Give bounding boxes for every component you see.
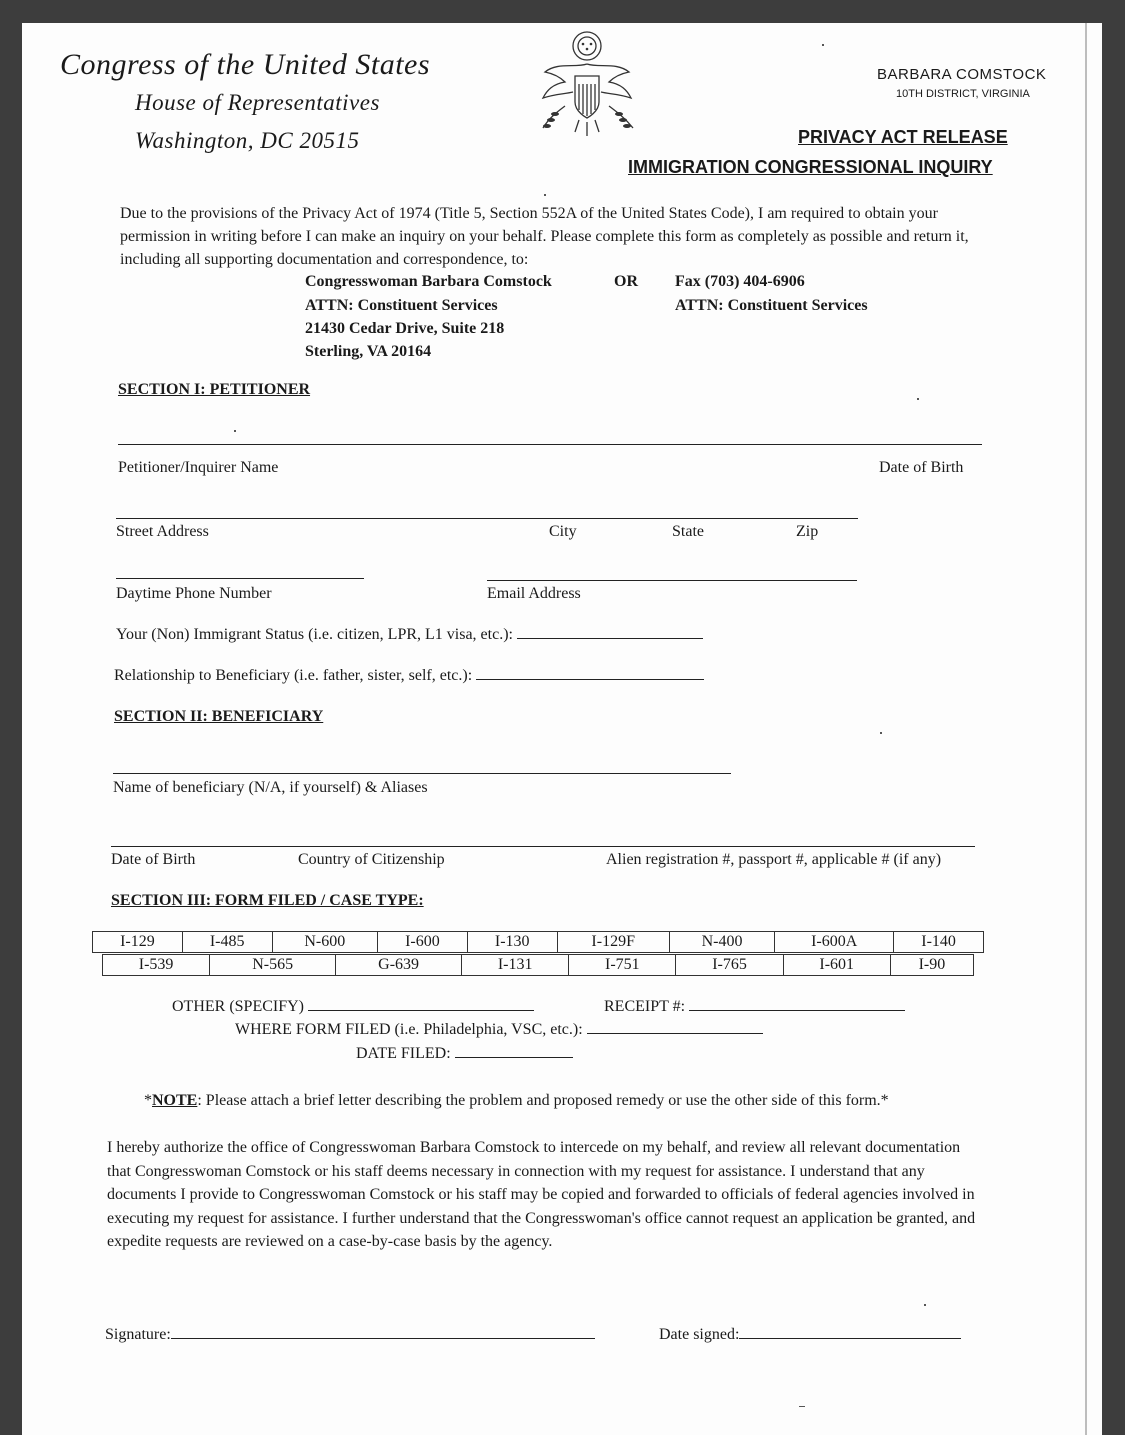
note-keyword: NOTE [152,1092,198,1109]
page-edge [1085,23,1087,1435]
scan-speck [234,430,236,432]
beneficiary-name-field[interactable] [113,773,731,774]
form-type-cell[interactable]: I-129F [557,932,669,953]
form-title-line2: IMMIGRATION CONGRESSIONAL INQUIRY [628,157,993,177]
form-type-cell[interactable]: I-90 [890,955,973,976]
form-type-cell[interactable]: I-485 [182,932,272,953]
letterhead-house: House of Representatives [135,90,380,115]
eagle-seal-icon [535,28,640,140]
signature-row [105,1326,595,1344]
state-label: State [672,523,704,540]
other-specify-field[interactable] [308,1010,534,1011]
form-type-row-2 [102,954,974,976]
form-type-cell[interactable]: I-751 [569,955,676,976]
immigrant-status-row [116,626,703,644]
phone-label: Daytime Phone Number [116,585,272,602]
address-field[interactable] [116,518,858,519]
petitioner-name-field[interactable] [118,444,982,445]
immigrant-status-label: Your (Non) Immigrant Status (i.e. citizen, LPR, L1 visa, etc.): [116,626,517,643]
alien-registration-label: Alien registration #, passport #, applicable # (if any) [606,851,942,868]
form-title-line1: PRIVACY ACT RELEASE [798,127,1008,147]
form-type-cell[interactable]: I-130 [467,932,557,953]
scan-speck [544,194,546,196]
address-line1: Congresswoman Barbara Comstock [305,273,552,290]
date-filed-field[interactable] [455,1057,573,1058]
where-filed-row [235,1021,763,1039]
section-1-heading: SECTION I: PETITIONER [118,381,311,398]
letterhead-congress: Congress of the United States [60,48,431,81]
address-line4: Sterling, VA 20164 [305,343,432,360]
relationship-row [114,667,704,685]
where-filed-field[interactable] [587,1033,763,1034]
form-type-cell[interactable]: N-600 [272,932,377,953]
citizenship-label: Country of Citizenship [298,851,445,868]
authorization-paragraph: I hereby authorize the office of Congresswoman Barbara Comstock to intercede on my behalf, and review all relevant documentation that Congresswoman Comstock or his staff deems necessary in connection with my request for assistance. I understand that any documents I provide to Congresswoman Comstock or his staff may be copied and forwarded to officials of federal agencies involved in executing my request for assistance. I further understand that the Congresswoman's office cannot request an application be granted, and expedite requests are reviewed on a case-by-case basis by the agency. [107,1139,976,1250]
petitioner-dob-label: Date of Birth [879,459,964,476]
email-field[interactable] [487,580,857,581]
form-type-cell[interactable]: G-639 [336,955,462,976]
address-line3: 21430 Cedar Drive, Suite 218 [305,320,505,337]
city-label: City [549,523,577,540]
email-label: Email Address [487,585,581,602]
receipt-field[interactable] [689,1010,905,1011]
date-signed-field[interactable] [739,1338,961,1339]
member-district: 10TH DISTRICT, VIRGINIA [896,88,1030,100]
form-type-row-1 [92,931,984,953]
note-prefix: * [144,1092,152,1109]
beneficiary-name-label: Name of beneficiary (N/A, if yourself) & Aliases [113,779,428,796]
form-type-cell[interactable]: I-600 [378,932,468,953]
signature-label: Signature: [105,1326,171,1343]
receipt-row [604,998,905,1016]
beneficiary-details-field[interactable] [111,846,975,847]
member-name: BARBARA COMSTOCK [877,66,1047,83]
form-type-cell[interactable]: I-140 [894,932,984,953]
scan-speck [880,732,882,734]
scan-speck [924,1304,926,1306]
other-specify-label: OTHER (SPECIFY) [172,998,305,1015]
form-type-cell[interactable]: N-565 [210,955,336,976]
scan-speck [917,398,919,400]
form-type-cell[interactable]: I-129 [93,932,183,953]
address-line2: ATTN: Constituent Services [305,297,498,314]
form-type-cell[interactable]: I-600A [775,932,894,953]
fax-attn-line: ATTN: Constituent Services [675,297,868,314]
note-text: : Please attach a brief letter describing the problem and proposed remedy or use the other side of this form.* [197,1092,889,1109]
relationship-field[interactable] [476,679,704,680]
letterhead-city: Washington, DC 20515 [135,128,360,153]
signature-field[interactable] [171,1338,595,1339]
form-type-cell[interactable]: I-539 [103,955,210,976]
form-type-cell[interactable]: I-765 [676,955,783,976]
or-label: OR [614,273,638,290]
where-filed-label: WHERE FORM FILED (i.e. Philadelphia, VSC, etc.): [235,1021,583,1038]
immigrant-status-field[interactable] [517,638,703,639]
date-filed-label: DATE FILED: [356,1045,451,1062]
form-type-cell[interactable]: N-400 [669,932,774,953]
scan-speck [822,44,824,46]
street-address-label: Street Address [116,523,209,540]
zip-label: Zip [796,523,819,540]
other-specify-row [172,998,534,1016]
receipt-label: RECEIPT #: [604,998,686,1015]
phone-field[interactable] [116,578,364,579]
form-type-cell[interactable]: I-131 [462,955,569,976]
scan-speck [799,1406,805,1407]
section-3-heading: SECTION III: FORM FILED / CASE TYPE: [111,892,424,909]
form-type-cell[interactable]: I-601 [783,955,890,976]
petitioner-name-label: Petitioner/Inquirer Name [118,459,279,476]
beneficiary-dob-label: Date of Birth [111,851,196,868]
date-filed-row [356,1045,573,1063]
intro-paragraph: Due to the provisions of the Privacy Act of 1974 (Title 5, Section 552A of the United States Code), I am required to obtain your permission in writing before I can make an inquiry on your behalf. Please complete this form as completely as possible and return it, including all supporting documentation and correspondence, to: [120,205,969,268]
fax-line: Fax (703) 404-6906 [675,273,805,290]
date-signed-label: Date signed: [659,1326,740,1343]
note-line [144,1092,889,1110]
section-2-heading: SECTION II: BENEFICIARY [114,708,324,725]
relationship-label: Relationship to Beneficiary (i.e. father, sister, self, etc.): [114,667,477,684]
date-signed-row [659,1326,961,1344]
